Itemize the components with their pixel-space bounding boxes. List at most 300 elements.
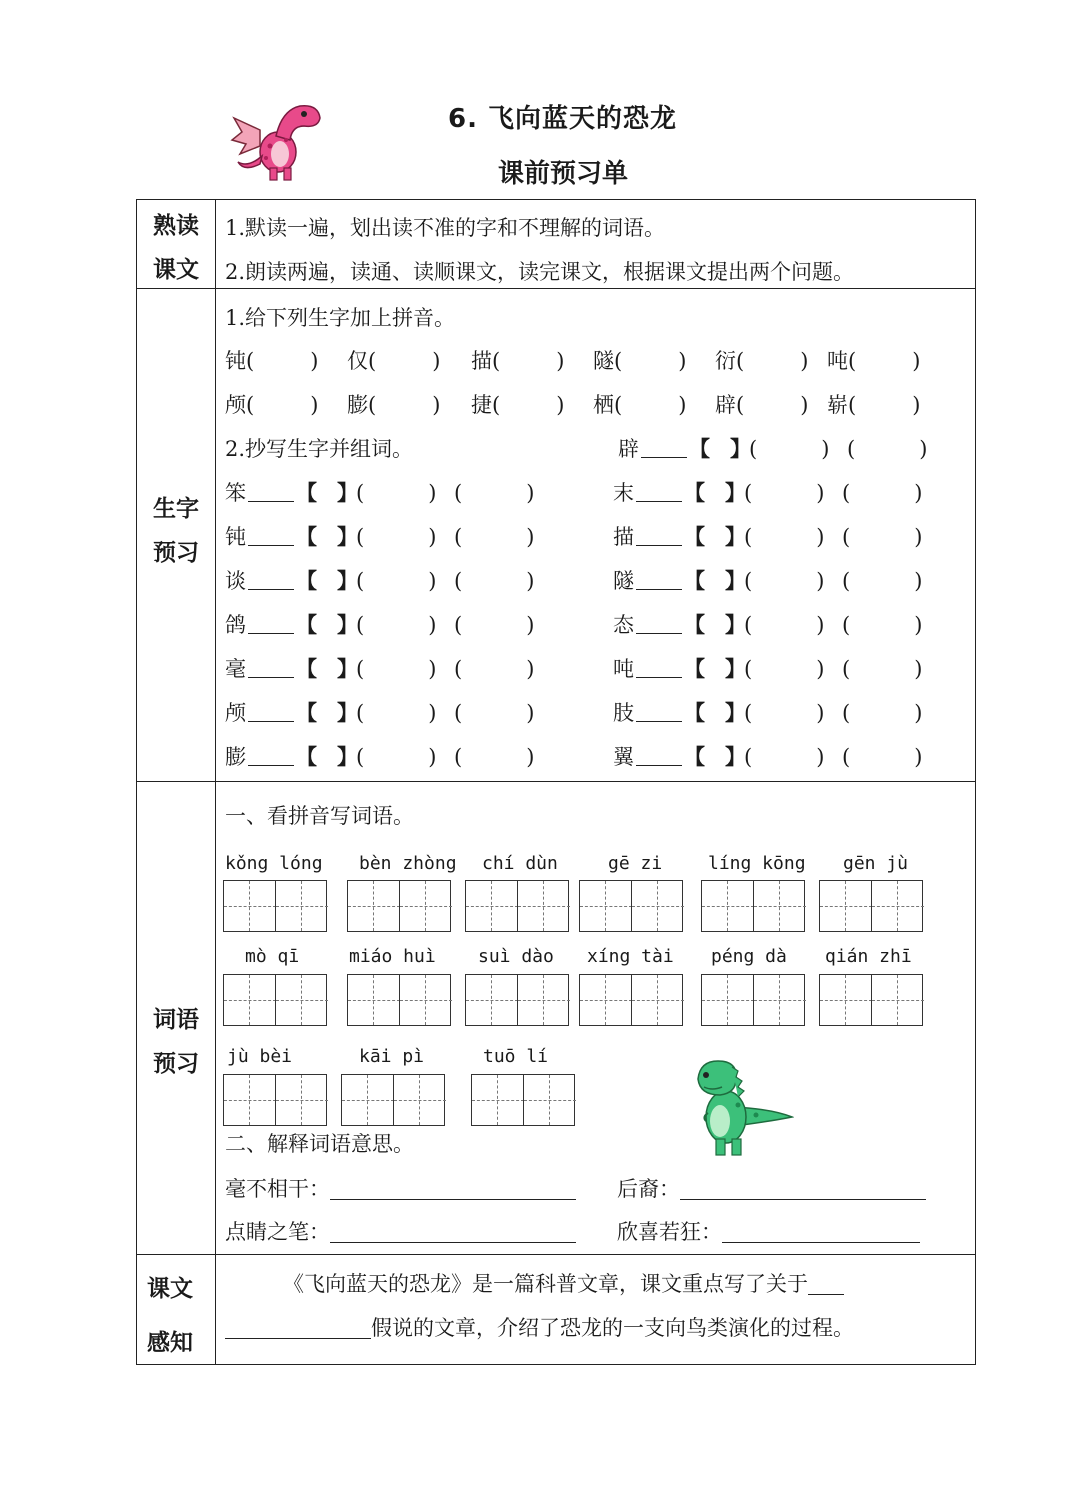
words-question-2: 二、解释词语意思。 (225, 1132, 414, 1156)
close-paren: ) (432, 349, 441, 373)
word-blank-2[interactable] (842, 613, 940, 637)
pinyin-bracket[interactable] (684, 697, 744, 727)
pinyin-bracket[interactable] (689, 433, 749, 463)
pinyin-label: mò qī (245, 946, 300, 967)
char: 栖 (593, 393, 614, 417)
bracket-open: 【 (296, 744, 317, 769)
close-paren: ) (800, 393, 809, 417)
grid-cell[interactable] (399, 975, 452, 1025)
close-paren: ) (526, 745, 535, 769)
term-label: 毫不相干： (225, 1177, 330, 1201)
copy-blank[interactable] (248, 659, 294, 678)
open-paren: ( (847, 437, 856, 461)
close-paren: ) (428, 657, 437, 681)
close-paren: ) (526, 481, 535, 505)
open-paren: ( (454, 525, 463, 549)
bracket-close: 】 (725, 612, 746, 637)
word-blank-1[interactable] (356, 745, 454, 769)
close-paren: ) (556, 393, 565, 417)
grid-cell[interactable] (275, 975, 328, 1025)
copy-blank[interactable] (641, 439, 687, 458)
grid-cell[interactable] (580, 975, 632, 1025)
practice-char: 末 (613, 481, 634, 505)
writing-grid[interactable] (223, 1074, 327, 1126)
practice-char: 描 (613, 525, 634, 549)
open-paren: ( (492, 349, 501, 373)
term-label: 点睛之笔： (225, 1220, 330, 1244)
close-paren: ) (556, 349, 565, 373)
char: 颅 (225, 393, 246, 417)
close-paren: ) (821, 437, 830, 461)
open-paren: ( (454, 657, 463, 681)
close-paren: ) (428, 481, 437, 505)
word-blank-2[interactable] (842, 657, 940, 681)
word-blank-2[interactable] (454, 657, 552, 681)
char: 辟 (715, 393, 736, 417)
bracket-close: 】 (337, 524, 358, 549)
bracket-close: 】 (725, 568, 746, 593)
word-blank-1[interactable] (744, 481, 842, 505)
word-blank-1[interactable] (356, 525, 454, 549)
label-line: 课文 (147, 1276, 193, 1302)
grid-cell[interactable] (702, 975, 754, 1025)
pinyin-bracket[interactable] (296, 521, 356, 551)
close-paren: ) (428, 525, 437, 549)
char: 膨 (347, 393, 368, 417)
open-paren: ( (736, 349, 745, 373)
word-blank-1[interactable] (356, 613, 454, 637)
pinyin-item (471, 345, 564, 375)
close-paren: ) (919, 437, 928, 461)
word-blank-2[interactable] (842, 525, 940, 549)
pinyin-item (471, 389, 564, 419)
copy-blank[interactable] (636, 659, 682, 678)
copy-practice-item (225, 653, 552, 683)
bracket-open: 【 (684, 524, 705, 549)
close-paren: ) (526, 613, 535, 637)
pinyin-label: gēn jù (843, 853, 909, 874)
pinyin-label: gē zi (608, 853, 663, 874)
pinyin-label: péng dà (711, 946, 787, 967)
practice-char: 肢 (613, 701, 634, 725)
copy-practice-item (613, 521, 940, 551)
grid-cell[interactable] (393, 1075, 446, 1125)
close-paren: ) (428, 701, 437, 725)
open-paren: ( (454, 613, 463, 637)
writing-grid[interactable] (465, 880, 569, 932)
section-label-chars (137, 487, 215, 575)
pinyin-bracket[interactable] (296, 741, 356, 771)
open-paren: ( (744, 481, 753, 505)
grid-cell[interactable] (753, 975, 806, 1025)
grid-cell[interactable] (275, 1075, 328, 1125)
copy-blank[interactable] (248, 703, 294, 722)
pinyin-bracket[interactable] (296, 609, 356, 639)
bracket-close: 】 (725, 656, 746, 681)
copy-practice-item (613, 653, 940, 683)
pinyin-item (715, 345, 808, 375)
words-question-1: 一、看拼音写词语。 (225, 804, 414, 828)
bracket-open: 【 (296, 700, 317, 725)
word-blank-1[interactable] (744, 525, 842, 549)
open-paren: ( (246, 349, 255, 373)
open-paren: ( (356, 569, 365, 593)
writing-grid[interactable] (701, 880, 805, 932)
pinyin-bracket[interactable] (296, 697, 356, 727)
close-paren: ) (678, 349, 687, 373)
close-paren: ) (526, 569, 535, 593)
copy-practice-item (618, 433, 945, 463)
perception-text: 假说的文章，介绍了恐龙的一支向鸟类演化的过程。 (371, 1316, 854, 1340)
grid-cell[interactable] (399, 881, 452, 931)
open-paren: ( (842, 701, 851, 725)
grid-cell[interactable] (517, 975, 570, 1025)
grid-cell[interactable] (224, 975, 276, 1025)
open-paren: ( (842, 481, 851, 505)
pinyin-label: suì dào (478, 946, 554, 967)
grid-cell[interactable] (466, 881, 518, 931)
word-blank-1[interactable] (744, 613, 842, 637)
close-paren: ) (432, 393, 441, 417)
pink-dragon-illustration (230, 96, 326, 186)
bracket-open: 【 (296, 524, 317, 549)
grid-cell[interactable] (517, 881, 570, 931)
label-line: 生字 (153, 496, 199, 522)
bracket-close: 】 (725, 744, 746, 769)
word-blank-2[interactable] (454, 613, 552, 637)
close-paren: ) (912, 349, 921, 373)
copy-blank[interactable] (248, 747, 294, 766)
term-answer-line[interactable] (722, 1222, 920, 1243)
column-divider (215, 200, 216, 1364)
term-2 (617, 1173, 926, 1203)
pinyin-item (827, 345, 920, 375)
pinyin-bracket[interactable] (684, 609, 744, 639)
pinyin-label: miáo huì (349, 946, 436, 967)
open-paren: ( (368, 393, 377, 417)
bracket-open: 【 (296, 612, 317, 637)
practice-char: 辟 (618, 437, 639, 461)
word-blank-1[interactable] (356, 657, 454, 681)
bracket-close: 】 (725, 480, 746, 505)
open-paren: ( (614, 393, 623, 417)
word-blank-1[interactable] (744, 569, 842, 593)
grid-cell[interactable] (224, 881, 276, 931)
word-blank-1[interactable] (744, 657, 842, 681)
writing-grid[interactable] (223, 974, 327, 1026)
bracket-close: 】 (337, 568, 358, 593)
close-paren: ) (526, 657, 535, 681)
pinyin-bracket[interactable] (296, 653, 356, 683)
section-label-words (137, 998, 215, 1086)
pinyin-item (593, 389, 686, 419)
word-blank-2[interactable] (842, 481, 940, 505)
pinyin-bracket[interactable] (684, 741, 744, 771)
writing-grid[interactable] (819, 974, 923, 1026)
bracket-open: 【 (684, 568, 705, 593)
writing-grid[interactable] (347, 974, 451, 1026)
char: 仅 (347, 349, 368, 373)
pinyin-bracket[interactable] (684, 565, 744, 595)
open-paren: ( (848, 393, 857, 417)
word-blank-2[interactable] (454, 701, 552, 725)
close-paren: ) (914, 701, 923, 725)
open-paren: ( (356, 701, 365, 725)
copy-blank[interactable] (248, 615, 294, 634)
practice-char: 隧 (613, 569, 634, 593)
close-paren: ) (678, 393, 687, 417)
open-paren: ( (749, 437, 758, 461)
close-paren: ) (816, 745, 825, 769)
pinyin-label: xíng tài (587, 946, 674, 967)
practice-char: 态 (613, 613, 634, 637)
grid-cell[interactable] (348, 975, 400, 1025)
copy-practice-item (225, 521, 552, 551)
bracket-close: 】 (337, 744, 358, 769)
close-paren: ) (914, 745, 923, 769)
bracket-open: 【 (684, 744, 705, 769)
pinyin-item (593, 345, 686, 375)
page-subtitle: 课前预习单 (498, 159, 629, 189)
bracket-open: 【 (689, 436, 710, 461)
open-paren: ( (356, 481, 365, 505)
term-answer-line[interactable] (680, 1179, 926, 1200)
writing-grid[interactable] (579, 880, 683, 932)
open-paren: ( (744, 657, 753, 681)
pinyin-bracket[interactable] (296, 477, 356, 507)
bracket-close: 】 (337, 612, 358, 637)
pinyin-item (827, 389, 920, 419)
open-paren: ( (368, 349, 377, 373)
char: 钝 (225, 349, 246, 373)
open-paren: ( (246, 393, 255, 417)
practice-char: 颅 (225, 701, 246, 725)
pinyin-label: tuō lí (483, 1046, 549, 1067)
word-blank-1[interactable] (749, 437, 847, 461)
grid-cell[interactable] (224, 1075, 276, 1125)
bracket-close: 】 (730, 436, 751, 461)
close-paren: ) (816, 657, 825, 681)
open-paren: ( (492, 393, 501, 417)
close-paren: ) (428, 613, 437, 637)
term-3 (225, 1216, 576, 1246)
page-title: 6. 飞向蓝天的恐龙 (448, 104, 678, 134)
close-paren: ) (914, 481, 923, 505)
close-paren: ) (914, 657, 923, 681)
label-line: 熟读 (153, 213, 199, 239)
close-paren: ) (800, 349, 809, 373)
close-paren: ) (816, 569, 825, 593)
writing-grid[interactable] (465, 974, 569, 1026)
copy-blank[interactable] (248, 527, 294, 546)
pinyin-item (347, 345, 440, 375)
pinyin-label: kāi pì (359, 1046, 425, 1067)
word-blank-2[interactable] (842, 701, 940, 725)
open-paren: ( (356, 613, 365, 637)
copy-blank[interactable] (636, 703, 682, 722)
practice-char: 膨 (225, 745, 246, 769)
bracket-close: 】 (337, 656, 358, 681)
grid-cell[interactable] (820, 881, 872, 931)
perception-text: 《飞向蓝天的恐龙》是一篇科普文章，课文重点写了关于 (283, 1272, 808, 1296)
practice-char: 笨 (225, 481, 246, 505)
word-blank-2[interactable] (454, 745, 552, 769)
perception-line-2 (225, 1312, 854, 1342)
writing-grid[interactable] (341, 1074, 445, 1126)
word-blank-2[interactable] (454, 481, 552, 505)
char: 衍 (715, 349, 736, 373)
word-blank-2[interactable] (454, 569, 552, 593)
word-blank-2[interactable] (847, 437, 945, 461)
pinyin-bracket[interactable] (684, 477, 744, 507)
writing-grid[interactable] (347, 880, 451, 932)
term-label: 欣喜若狂： (617, 1220, 722, 1244)
writing-grid[interactable] (819, 880, 923, 932)
copy-blank[interactable] (636, 747, 682, 766)
open-paren: ( (848, 349, 857, 373)
close-paren: ) (914, 569, 923, 593)
copy-practice-item (613, 565, 940, 595)
copy-blank[interactable] (636, 615, 682, 634)
grid-cell[interactable] (523, 1075, 576, 1125)
open-paren: ( (356, 525, 365, 549)
grid-cell[interactable] (820, 975, 872, 1025)
char: 崭 (827, 393, 848, 417)
writing-grid[interactable] (223, 880, 327, 932)
open-paren: ( (454, 745, 463, 769)
close-paren: ) (912, 393, 921, 417)
open-paren: ( (842, 745, 851, 769)
term-answer-line[interactable] (330, 1179, 576, 1200)
label-line: 词语 (153, 1007, 199, 1033)
grid-cell[interactable] (580, 881, 632, 931)
word-blank-2[interactable] (454, 525, 552, 549)
pinyin-label: qián zhī (825, 946, 912, 967)
bracket-close: 】 (337, 700, 358, 725)
grid-cell[interactable] (466, 975, 518, 1025)
close-paren: ) (816, 525, 825, 549)
copy-blank[interactable] (248, 571, 294, 590)
grid-cell[interactable] (275, 881, 328, 931)
reading-instruction-1: 1.默读一遍，划出读不准的字和不理解的词语。 (225, 216, 666, 240)
close-paren: ) (428, 745, 437, 769)
copy-blank[interactable] (636, 483, 682, 502)
bracket-open: 【 (296, 656, 317, 681)
word-blank-1[interactable] (744, 745, 842, 769)
practice-char: 吨 (613, 657, 634, 681)
open-paren: ( (744, 745, 753, 769)
writing-grid[interactable] (701, 974, 805, 1026)
grid-cell[interactable] (871, 975, 924, 1025)
close-paren: ) (816, 481, 825, 505)
copy-blank[interactable] (636, 571, 682, 590)
open-paren: ( (736, 393, 745, 417)
practice-char: 鸽 (225, 613, 246, 637)
word-blank-1[interactable] (356, 569, 454, 593)
close-paren: ) (428, 569, 437, 593)
char: 吨 (827, 349, 848, 373)
label-line: 预习 (153, 540, 199, 566)
open-paren: ( (842, 613, 851, 637)
pinyin-bracket[interactable] (684, 653, 744, 683)
pinyin-item (225, 345, 318, 375)
chars-question-1: 1.给下列生字加上拼音。 (225, 306, 456, 330)
close-paren: ) (816, 613, 825, 637)
term-4 (617, 1216, 920, 1246)
bracket-close: 】 (337, 480, 358, 505)
open-paren: ( (744, 613, 753, 637)
grid-cell[interactable] (348, 881, 400, 931)
grid-cell[interactable] (342, 1075, 394, 1125)
grid-cell[interactable] (631, 975, 684, 1025)
grid-cell[interactable] (753, 881, 806, 931)
term-answer-line[interactable] (330, 1222, 576, 1243)
label-line: 课文 (153, 257, 199, 283)
pinyin-item (347, 389, 440, 419)
open-paren: ( (744, 525, 753, 549)
practice-char: 谈 (225, 569, 246, 593)
copy-practice-item (225, 565, 552, 595)
perception-line-1 (283, 1268, 844, 1298)
word-blank-2[interactable] (842, 745, 940, 769)
grid-cell[interactable] (702, 881, 754, 931)
pinyin-label: líng kōng (708, 853, 806, 874)
label-line: 预习 (153, 1051, 199, 1077)
chars-question-2: 2.抄写生字并组词。 (225, 437, 414, 461)
pinyin-label: kǒng lóng (225, 853, 323, 874)
green-dinosaur-illustration (676, 1055, 794, 1163)
grid-cell[interactable] (472, 1075, 524, 1125)
word-blank-2[interactable] (842, 569, 940, 593)
char: 捷 (471, 393, 492, 417)
perception-blank[interactable] (225, 1318, 371, 1339)
close-paren: ) (310, 393, 319, 417)
pinyin-item (715, 389, 808, 419)
close-paren: ) (914, 613, 923, 637)
open-paren: ( (356, 745, 365, 769)
perception-blank[interactable] (808, 1274, 844, 1295)
word-blank-1[interactable] (744, 701, 842, 725)
pinyin-bracket[interactable] (296, 565, 356, 595)
practice-char: 钝 (225, 525, 246, 549)
row-divider (137, 288, 975, 289)
copy-blank[interactable] (636, 527, 682, 546)
open-paren: ( (454, 481, 463, 505)
copy-practice-item (225, 477, 552, 507)
bracket-open: 【 (684, 612, 705, 637)
writing-grid[interactable] (471, 1074, 575, 1126)
writing-grid[interactable] (579, 974, 683, 1026)
reading-instruction-2: 2.朗读两遍，读通、读顺课文，读完课文，根据课文提出两个问题。 (225, 260, 855, 284)
pinyin-bracket[interactable] (684, 521, 744, 551)
word-blank-1[interactable] (356, 701, 454, 725)
bracket-open: 【 (684, 480, 705, 505)
grid-cell[interactable] (871, 881, 924, 931)
copy-practice-item (225, 741, 552, 771)
bracket-close: 】 (725, 524, 746, 549)
copy-practice-item (225, 609, 552, 639)
pinyin-item (225, 389, 318, 419)
word-blank-1[interactable] (356, 481, 454, 505)
copy-practice-item (613, 741, 940, 771)
open-paren: ( (614, 349, 623, 373)
open-paren: ( (454, 701, 463, 725)
copy-blank[interactable] (248, 483, 294, 502)
worksheet-table (136, 199, 976, 1365)
pinyin-label: chí dùn (482, 853, 558, 874)
grid-cell[interactable] (631, 881, 684, 931)
row-divider (137, 1254, 975, 1255)
